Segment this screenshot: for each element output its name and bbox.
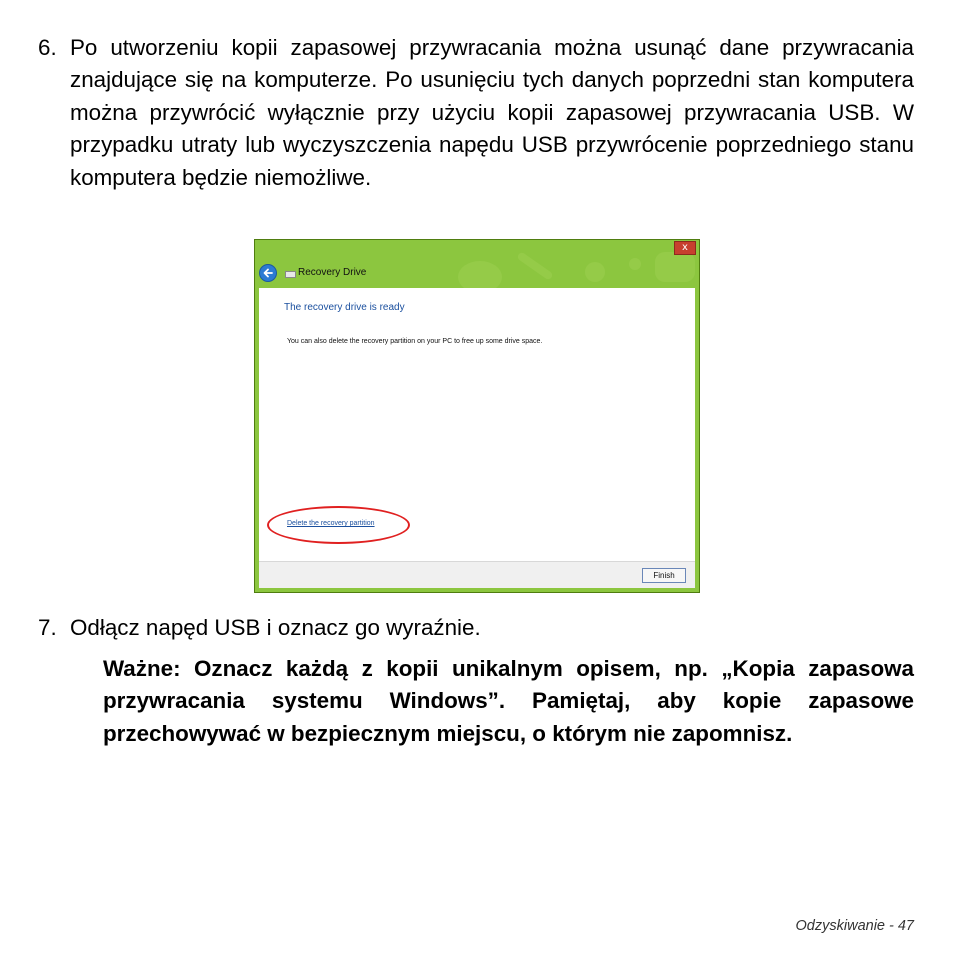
step-7 [38, 612, 914, 644]
finish-button[interactable]: Finish [642, 568, 686, 583]
recovery-drive-screenshot [254, 239, 700, 593]
wizard-description: You can also delete the recovery partition on your PC to free up some drive space. [287, 338, 543, 345]
close-button[interactable]: x [674, 241, 696, 255]
step-7-number: 7. [38, 615, 57, 640]
wizard-heading: The recovery drive is ready [284, 302, 405, 313]
step-6-text: Po utworzeniu kopii zapasowej przywracania można usunąć dane przywracania znajdujące się na komputerze. Po usunięciu tych danych poprzedni stan komputera można przywrócić wyłącznie przy użyciu kopii zapasowej przywracania USB. W przypadku utraty lub wyczyszczenia napędu USB przywrócenie poprzedniego stanu komputera będzie niemożliwe. [70, 35, 914, 190]
delete-recovery-partition-link[interactable]: Delete the recovery partition [287, 520, 375, 527]
page-footer: Odzyskiwanie - 47 [795, 918, 914, 934]
step-7-text: Odłącz napęd USB i oznacz go wyraźnie. [70, 615, 481, 640]
highlight-circle [267, 506, 410, 544]
wizard-button-bar [259, 561, 695, 588]
window-title: Recovery Drive [298, 267, 367, 278]
step-6-number: 6. [38, 35, 57, 60]
back-arrow-icon[interactable] [259, 264, 277, 282]
step-6 [38, 32, 914, 194]
usb-drive-icon [285, 271, 296, 278]
important-note: Ważne: Oznacz każdą z kopii unikalnym opisem, np. „Kopia zapasowa przywracania systemu Windows”. Pamiętaj, aby kopie zapasowe przechowywać w bezpiecznym miejscu, o którym nie zapomnisz. [103, 656, 914, 746]
